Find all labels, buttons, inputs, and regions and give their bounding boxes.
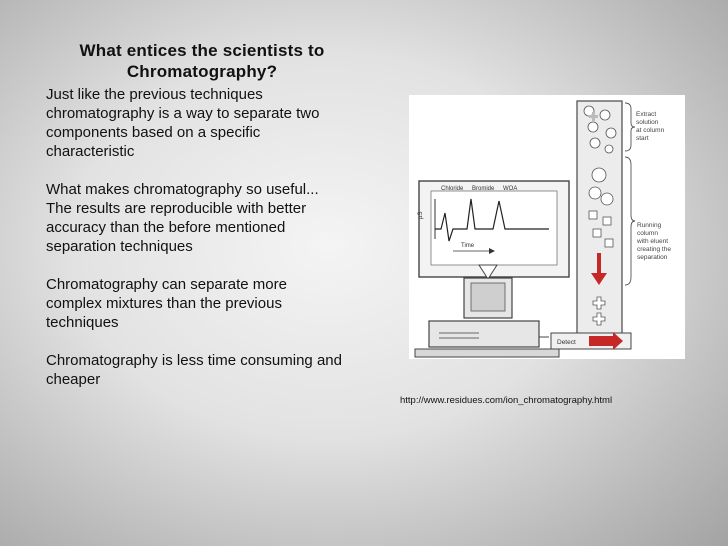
paragraph-cheaper: Chromatography is less time consuming and cheaper: [46, 352, 342, 388]
chromatography-diagram: [409, 95, 685, 359]
x-axis-label: Time: [461, 243, 475, 249]
diagram-svg: [409, 95, 685, 359]
image-credit-url: http://www.residues.com/ion_chromatography.html: [400, 395, 613, 406]
paragraph-question: What makes chromatography so useful...: [46, 181, 319, 198]
annotation-top: [636, 111, 665, 142]
annotation-line: at column: [636, 127, 665, 134]
annotation-line: Extract: [636, 111, 657, 118]
annotation-line: column: [637, 230, 658, 237]
bracket-middle: [625, 157, 635, 285]
annotation-line: start: [636, 135, 649, 142]
annotation-line: solution: [636, 119, 659, 126]
keyboard: [415, 349, 559, 357]
annotation-line: separation: [637, 254, 668, 261]
annotation-line: creating the: [637, 246, 671, 253]
slide-body: [46, 85, 346, 389]
paragraph-complex: Chromatography can separate more complex mixtures than the previous techniques: [46, 276, 287, 331]
computer-case: [429, 321, 539, 347]
peak-label-woa: WOA: [503, 186, 518, 192]
spacer: [46, 256, 346, 275]
paragraph-intro: Just like the previous techniques chromatography is a way to separate two components based on a specific characteristic: [46, 86, 320, 160]
paragraph-reproducible: The results are reproducible with better accuracy than the before mentioned separation techniques: [46, 200, 307, 255]
peak-label-bromide: Bromide: [472, 186, 495, 192]
bracket-top: [625, 103, 635, 151]
annotation-line: with eluent: [637, 238, 669, 245]
spacer: [46, 332, 346, 351]
monitor-screen: [431, 191, 557, 265]
detector-arrow: [589, 336, 613, 346]
y-axis-label: µS: [418, 211, 424, 219]
detect-label: Detect: [557, 339, 576, 346]
slide-title: What entices the scientists to Chromatography?: [79, 41, 325, 81]
annotation-line: Running: [637, 222, 662, 229]
peak-label-chloride: Chloride: [441, 186, 464, 192]
monitor-face: [471, 283, 505, 311]
annotation-middle: [636, 222, 671, 261]
spacer: [46, 161, 346, 180]
